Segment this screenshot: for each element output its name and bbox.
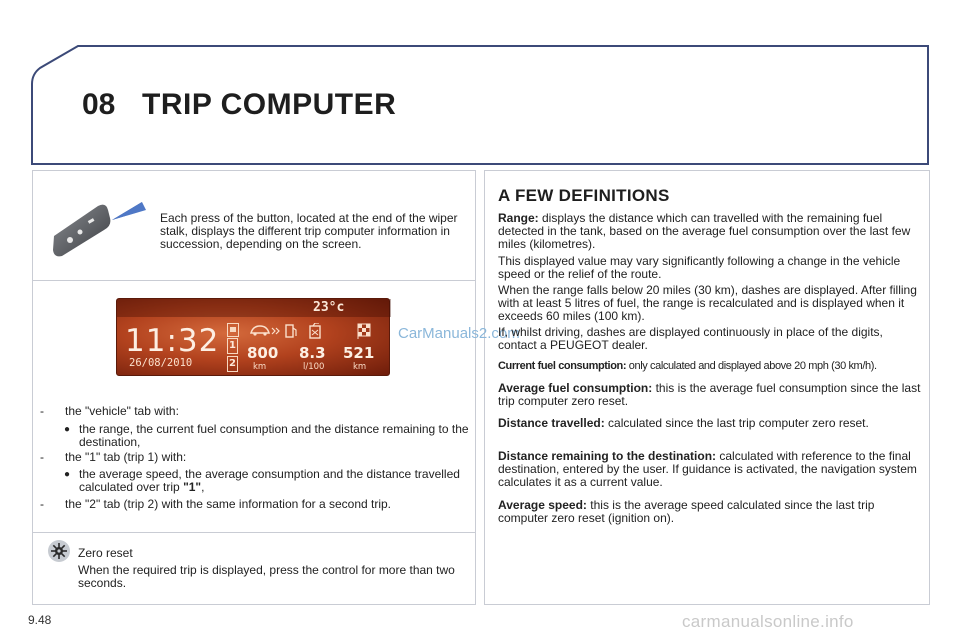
watermark-text: CarManuals2.com xyxy=(398,325,520,342)
paragraph: When the range falls below 20 miles (30 km), dashes are displayed. After filling with at least 5 litres of fuel, the range is recalculated and is displayed when it exceeds 60 miles (100 km). xyxy=(498,283,917,323)
display-clock: 11:32 xyxy=(125,323,220,359)
chapter-title: TRIP COMPUTER xyxy=(142,88,397,121)
definition-average-speed: Average speed: this is the average speed calculated since the last trip computer zero reset (ignition on). xyxy=(498,498,875,525)
paragraph: This displayed value may vary significantly following a change in the vehicle speed or the relief of the route. xyxy=(498,254,901,281)
bullet-icon: ● xyxy=(64,469,71,480)
display-tab-1: 1 xyxy=(227,338,238,354)
definition-average-consumption: Average fuel consumption: this is the average fuel consumption since the last trip computer zero reset. xyxy=(498,381,921,408)
display-date: 26/08/2010 xyxy=(129,357,193,369)
display-unit-consumption: l/100 xyxy=(303,362,325,372)
display-unit-range: km xyxy=(253,362,267,372)
left-divider-2 xyxy=(32,532,476,533)
chequered-flag-icon xyxy=(357,323,371,344)
paragraph: If, whilst driving, dashes are displayed continuously in place of the digits, contact a PEUGEOT dealer. xyxy=(498,325,883,352)
fuel-can-icon xyxy=(309,323,323,344)
display-tab-2: 2 xyxy=(227,356,238,372)
display-value-range: 800 xyxy=(247,344,279,362)
wiper-stalk-illustration xyxy=(50,196,150,262)
zero-reset-body: When the required trip is displayed, press the control for more than two seconds. xyxy=(78,563,455,590)
display-top-bar xyxy=(117,299,391,317)
definition-current-consumption: Current fuel consumption: only calculated and displayed above 20 mph (30 km/h). xyxy=(498,360,877,372)
display-value-consumption: 8.3 xyxy=(299,344,326,362)
definitions-title: A FEW DEFINITIONS xyxy=(498,186,670,205)
intro-text: Each press of the button, located at the end of the wiper stalk, displays the different trip computer information in succession, depending on the screen. xyxy=(160,211,458,251)
definition-distance-remaining: Distance remaining to the destination: calculated with reference to the final destination, entered by the user. If guidance is activated, the navigation system calculates it as a current value. xyxy=(498,449,917,489)
chapter-number: 08 xyxy=(82,88,116,121)
car-range-icon xyxy=(249,323,281,342)
display-unit-remaining: km xyxy=(353,362,367,372)
bullet-icon: ● xyxy=(64,424,71,435)
setting-gear-icon xyxy=(48,540,70,562)
left-divider-1 xyxy=(32,280,476,281)
definition-range: Range: displays the distance which can travelled with the remaining fuel detected in the tank, based on the average fuel consumption over the last few miles (kilometres). xyxy=(498,211,911,251)
zero-reset-title: Zero reset xyxy=(78,546,133,560)
page-number: 9.48 xyxy=(28,613,52,627)
fuel-pump-icon xyxy=(285,323,297,344)
display-temperature: 23°c xyxy=(313,300,345,315)
site-watermark: carmanualsonline.info xyxy=(682,612,854,631)
definition-distance-travelled: Distance travelled: calculated since the last trip computer zero reset. xyxy=(498,416,869,430)
trip-computer-display xyxy=(116,298,390,376)
display-value-remaining: 521 xyxy=(343,344,375,362)
